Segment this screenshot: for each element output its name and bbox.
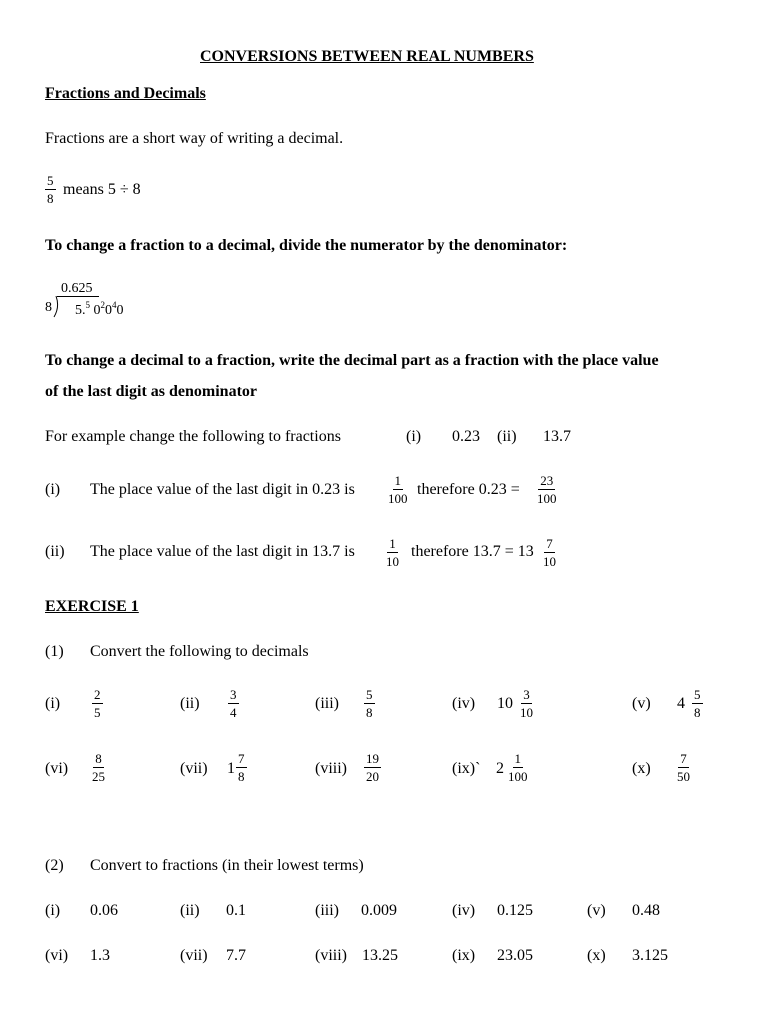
item-label: (x) — [587, 947, 606, 964]
carry-digit: 5 — [85, 300, 90, 310]
example-ii-label: (ii) — [45, 543, 65, 560]
fraction — [236, 752, 247, 783]
whole-number: 1 — [227, 760, 235, 777]
division-divisor: 8 — [45, 300, 52, 315]
fraction-denominator: 10 — [543, 554, 556, 569]
fraction-numerator: 19 — [366, 751, 379, 766]
fraction-numerator: 7 — [238, 751, 245, 766]
fraction — [677, 752, 690, 783]
dividend-digit: 0 — [105, 303, 112, 318]
item-label: (v) — [632, 695, 651, 712]
item-value: 1.3 — [90, 947, 110, 964]
fraction — [692, 688, 703, 719]
fraction-denominator: 100 — [508, 769, 528, 784]
example-i-fraction-2 — [537, 474, 557, 505]
question-2-number: (2) — [45, 857, 64, 874]
item-value: 3.125 — [632, 947, 668, 964]
fraction-numerator: 5 — [47, 173, 54, 188]
fraction-numerator: 23 — [540, 473, 554, 488]
carry-digit: 2 — [100, 300, 105, 310]
example-ii-fraction-1 — [386, 537, 399, 568]
division-bracket — [52, 296, 60, 318]
question-1-text: Convert the following to decimals — [90, 643, 309, 660]
fraction-numerator: 1 — [394, 473, 401, 488]
fraction-numerator: 7 — [680, 751, 687, 766]
fraction-denominator: 10 — [520, 705, 533, 720]
whole-number: 2 — [496, 760, 504, 777]
rule-decimal-to-fraction-line2: of the last digit as denominator — [45, 383, 257, 400]
whole-number: 10 — [497, 695, 513, 712]
item-label: (iv) — [452, 695, 476, 712]
division-dividend — [75, 300, 124, 319]
item-label: (vi) — [45, 947, 69, 964]
fraction-numerator: 5 — [694, 687, 701, 702]
fraction-numerator: 2 — [94, 687, 101, 702]
fraction-denominator: 100 — [537, 491, 557, 506]
fraction — [228, 688, 239, 719]
item-label: (viii) — [315, 947, 347, 964]
fraction — [508, 752, 528, 783]
intro-text: Fractions are a short way of writing a decimal. — [45, 130, 344, 147]
fraction — [364, 752, 381, 783]
example-text: For example change the following to fractions — [45, 428, 341, 445]
rule-decimal-to-fraction-line1: To change a decimal to a fraction, write the decimal part as a fraction with the place value — [45, 352, 659, 369]
section-heading-fractions-decimals: Fractions and Decimals — [45, 85, 206, 102]
item-label: (x) — [632, 760, 651, 777]
item-label: (i) — [45, 902, 61, 919]
item-label: (viii) — [315, 760, 347, 777]
means-fraction — [45, 174, 56, 205]
fraction-numerator: 3 — [523, 687, 530, 702]
fraction-numerator: 1 — [514, 751, 521, 766]
means-text: means 5 ÷ 8 — [63, 181, 141, 198]
fraction-denominator: 4 — [230, 705, 237, 720]
item-label: (iii) — [315, 902, 339, 919]
whole-number: 4 — [677, 695, 685, 712]
item-label: (ii) — [180, 695, 200, 712]
item-label: (vii) — [180, 760, 208, 777]
example-ii-therefore: therefore 13.7 = 13 — [411, 543, 534, 560]
page-title: CONVERSIONS BETWEEN REAL NUMBERS — [200, 48, 534, 65]
item-value: 0.1 — [226, 902, 246, 919]
example-i-label: (i) — [45, 481, 61, 498]
item-label: (v) — [587, 902, 606, 919]
item-label: (ii) — [180, 902, 200, 919]
question-2-text: Convert to fractions (in their lowest terms) — [90, 857, 364, 874]
example-ii-text: The place value of the last digit in 13.7 is — [90, 543, 355, 560]
example-i-fraction-1 — [388, 474, 408, 505]
item-label: (ix)` — [452, 760, 481, 777]
fraction-numerator: 7 — [546, 536, 553, 551]
example-label-i: (i) — [406, 428, 422, 445]
fraction-denominator: 50 — [677, 769, 690, 784]
fraction — [92, 688, 103, 719]
fraction — [364, 688, 375, 719]
example-value-ii: 13.7 — [543, 428, 571, 445]
dividend-digit: 0 — [93, 303, 101, 318]
question-1-number: (1) — [45, 643, 64, 660]
fraction-denominator: 8 — [47, 191, 54, 206]
item-value: 23.05 — [497, 947, 533, 964]
item-label: (ix) — [452, 947, 476, 964]
item-label: (iv) — [452, 902, 476, 919]
item-value: 0.06 — [90, 902, 118, 919]
fraction-numerator: 5 — [366, 687, 373, 702]
fraction-denominator: 20 — [366, 769, 379, 784]
fraction-denominator: 5 — [94, 705, 101, 720]
fraction-numerator: 3 — [230, 687, 237, 702]
item-value: 13.25 — [362, 947, 398, 964]
example-ii-fraction-2 — [543, 537, 556, 568]
fraction-numerator: 8 — [95, 751, 102, 766]
item-label: (iii) — [315, 695, 339, 712]
fraction-denominator: 100 — [388, 491, 408, 506]
fraction-denominator: 8 — [238, 769, 245, 784]
item-label: (vi) — [45, 760, 69, 777]
carry-digit: 4 — [112, 300, 117, 310]
fraction-denominator: 8 — [694, 705, 701, 720]
fraction — [92, 752, 105, 783]
fraction-denominator: 25 — [92, 769, 105, 784]
item-value: 0.48 — [632, 902, 660, 919]
fraction-denominator: 10 — [386, 554, 399, 569]
example-i-text: The place value of the last digit in 0.23 is — [90, 481, 355, 498]
division-bar — [57, 296, 99, 297]
rule-fraction-to-decimal: To change a fraction to a decimal, divide the numerator by the denominator: — [45, 237, 568, 254]
example-label-ii: (ii) — [497, 428, 517, 445]
fraction — [520, 688, 533, 719]
item-label: (i) — [45, 695, 61, 712]
exercise-heading: EXERCISE 1 — [45, 598, 139, 615]
item-value: 7.7 — [226, 947, 246, 964]
example-value-i: 0.23 — [452, 428, 480, 445]
item-value: 0.009 — [361, 902, 397, 919]
item-value: 0.125 — [497, 902, 533, 919]
fraction-numerator: 1 — [389, 536, 396, 551]
example-i-therefore: therefore 0.23 = — [417, 481, 520, 498]
dividend-digit: 5. — [75, 303, 86, 318]
dividend-digit: 0 — [116, 303, 124, 318]
division-quotient: 0.625 — [61, 281, 93, 296]
item-label: (vii) — [180, 947, 208, 964]
fraction-denominator: 8 — [366, 705, 373, 720]
